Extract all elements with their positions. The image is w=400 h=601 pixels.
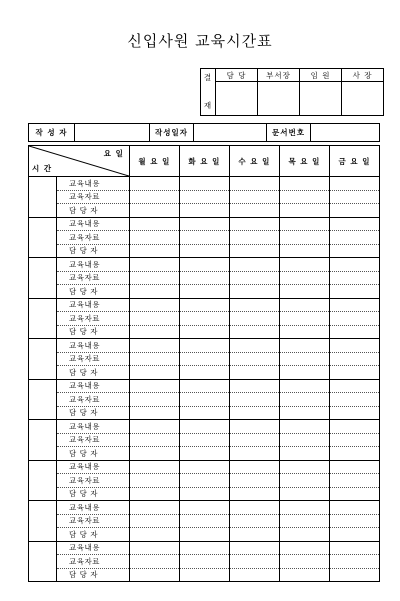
schedule-cell[interactable]	[279, 244, 329, 258]
schedule-cell[interactable]	[329, 568, 379, 582]
schedule-row	[29, 339, 380, 353]
schedule-cell[interactable]	[179, 312, 229, 326]
schedule-cell[interactable]	[129, 568, 179, 582]
schedule-cell[interactable]	[229, 285, 279, 299]
schedule-cell[interactable]	[329, 285, 379, 299]
schedule-cell[interactable]	[129, 541, 179, 555]
row-label: 담 당 자	[57, 447, 130, 461]
schedule-cell[interactable]	[279, 271, 329, 285]
schedule-row	[29, 501, 380, 515]
doc-no-label: 문서번호	[267, 124, 311, 142]
schedule-cell[interactable]	[229, 487, 279, 501]
document-title: 신입사원 교육시간표	[127, 32, 273, 50]
row-label: 교육내용	[57, 460, 130, 474]
author-field[interactable]	[75, 124, 150, 142]
schedule-row	[29, 325, 380, 339]
schedule-cell[interactable]	[179, 258, 229, 272]
schedule-cell[interactable]	[129, 231, 179, 245]
row-label: 교육자료	[57, 352, 130, 366]
schedule-row	[29, 204, 380, 218]
schedule-cell[interactable]	[129, 487, 179, 501]
schedule-cell[interactable]	[179, 447, 229, 461]
schedule-cell[interactable]	[129, 406, 179, 420]
schedule-cell[interactable]	[179, 460, 229, 474]
schedule-cell[interactable]	[279, 258, 329, 272]
day-header: 목 요 일	[279, 146, 329, 177]
row-label: 담 당 자	[57, 487, 130, 501]
schedule-cell[interactable]	[329, 501, 379, 515]
schedule-cell[interactable]	[179, 271, 229, 285]
schedule-row	[29, 541, 380, 555]
schedule-cell[interactable]	[129, 474, 179, 488]
schedule-cell[interactable]	[329, 352, 379, 366]
row-label: 교육자료	[57, 555, 130, 569]
schedule-cell[interactable]	[279, 177, 329, 191]
day-header: 화 요 일	[179, 146, 229, 177]
schedule-cell[interactable]	[179, 190, 229, 204]
schedule-cell[interactable]	[279, 474, 329, 488]
schedule-cell[interactable]	[279, 420, 329, 434]
schedule-row	[29, 379, 380, 393]
schedule-cell[interactable]	[179, 555, 229, 569]
schedule-cell[interactable]	[129, 298, 179, 312]
schedule-cell[interactable]	[229, 406, 279, 420]
schedule-cell[interactable]	[279, 393, 329, 407]
schedule-cell[interactable]	[179, 325, 229, 339]
time-slot-cell[interactable]	[29, 217, 57, 258]
schedule-cell[interactable]	[229, 258, 279, 272]
approval-col-staff: 담 당	[216, 69, 258, 82]
schedule-cell[interactable]	[229, 528, 279, 542]
schedule-cell[interactable]	[279, 528, 329, 542]
schedule-cell[interactable]	[229, 420, 279, 434]
schedule-cell[interactable]	[129, 339, 179, 353]
schedule-row	[29, 420, 380, 434]
schedule-cell[interactable]	[329, 514, 379, 528]
schedule-cell[interactable]	[179, 420, 229, 434]
time-slot-cell[interactable]	[29, 298, 57, 339]
schedule-cell[interactable]	[229, 393, 279, 407]
schedule-row	[29, 298, 380, 312]
schedule-body	[29, 177, 380, 582]
schedule-row	[29, 555, 380, 569]
schedule-cell[interactable]	[129, 501, 179, 515]
schedule-cell[interactable]	[229, 298, 279, 312]
schedule-cell[interactable]	[229, 231, 279, 245]
row-label: 교육자료	[57, 514, 130, 528]
schedule-cell[interactable]	[279, 514, 329, 528]
schedule-cell[interactable]	[179, 298, 229, 312]
row-label: 담 당 자	[57, 204, 130, 218]
row-label: 교육자료	[57, 231, 130, 245]
schedule-cell[interactable]	[179, 514, 229, 528]
schedule-cell[interactable]	[279, 312, 329, 326]
schedule-cell[interactable]	[229, 244, 279, 258]
schedule-cell[interactable]	[179, 487, 229, 501]
schedule-cell[interactable]	[329, 474, 379, 488]
schedule-cell[interactable]	[229, 366, 279, 380]
row-label: 교육자료	[57, 393, 130, 407]
schedule-cell[interactable]	[329, 447, 379, 461]
schedule-cell[interactable]	[329, 298, 379, 312]
schedule-row	[29, 447, 380, 461]
day-header: 수 요 일	[229, 146, 279, 177]
schedule-cell[interactable]	[329, 460, 379, 474]
schedule-row	[29, 406, 380, 420]
schedule-cell[interactable]	[229, 271, 279, 285]
schedule-cell[interactable]	[179, 204, 229, 218]
schedule-cell[interactable]	[329, 231, 379, 245]
schedule-cell[interactable]	[329, 528, 379, 542]
schedule-cell[interactable]	[329, 217, 379, 231]
approval-side-top: 결	[203, 73, 213, 82]
schedule-cell[interactable]	[129, 379, 179, 393]
schedule-cell[interactable]	[129, 325, 179, 339]
schedule-cell[interactable]	[279, 339, 329, 353]
schedule-cell[interactable]	[279, 406, 329, 420]
schedule-cell[interactable]	[279, 460, 329, 474]
schedule-cell[interactable]	[129, 420, 179, 434]
corner-day-label: 요 일	[103, 149, 124, 158]
schedule-cell[interactable]	[279, 190, 329, 204]
schedule-cell[interactable]	[179, 568, 229, 582]
schedule-row	[29, 271, 380, 285]
schedule-cell[interactable]	[179, 528, 229, 542]
schedule-cell[interactable]	[329, 244, 379, 258]
schedule-cell[interactable]	[129, 312, 179, 326]
schedule-cell[interactable]	[129, 393, 179, 407]
schedule-cell[interactable]	[129, 177, 179, 191]
schedule-cell[interactable]	[329, 406, 379, 420]
schedule-cell[interactable]	[129, 528, 179, 542]
schedule-cell[interactable]	[329, 339, 379, 353]
approval-box	[200, 68, 384, 116]
row-label: 교육자료	[57, 474, 130, 488]
schedule-cell[interactable]	[229, 474, 279, 488]
schedule-cell[interactable]	[229, 379, 279, 393]
time-slot-cell[interactable]	[29, 379, 57, 420]
schedule-cell[interactable]	[229, 460, 279, 474]
schedule-row	[29, 285, 380, 299]
schedule-cell[interactable]	[179, 231, 229, 245]
schedule-cell[interactable]	[229, 433, 279, 447]
schedule-cell[interactable]	[279, 231, 329, 245]
schedule-row	[29, 514, 380, 528]
schedule-cell[interactable]	[229, 339, 279, 353]
schedule-cell[interactable]	[229, 217, 279, 231]
row-label: 교육내용	[57, 217, 130, 231]
schedule-cell[interactable]	[179, 366, 229, 380]
schedule-cell[interactable]	[279, 285, 329, 299]
corner-cell	[29, 146, 130, 177]
schedule-cell[interactable]	[279, 217, 329, 231]
schedule-cell[interactable]	[229, 352, 279, 366]
schedule-row	[29, 460, 380, 474]
schedule-row	[29, 258, 380, 272]
schedule-cell[interactable]	[179, 352, 229, 366]
row-label: 교육내용	[57, 177, 130, 191]
approval-sign-staff[interactable]	[216, 82, 258, 116]
approval-side-bottom: 재	[203, 101, 213, 110]
row-label: 교육내용	[57, 258, 130, 272]
schedule-cell[interactable]	[229, 190, 279, 204]
schedule-cell[interactable]	[279, 541, 329, 555]
approval-sign-executive[interactable]	[300, 82, 342, 116]
row-label: 교육자료	[57, 433, 130, 447]
row-label: 담 당 자	[57, 285, 130, 299]
schedule-cell[interactable]	[329, 312, 379, 326]
row-label: 교육자료	[57, 312, 130, 326]
time-slot-cell[interactable]	[29, 339, 57, 380]
schedule-cell[interactable]	[279, 487, 329, 501]
schedule-cell[interactable]	[179, 339, 229, 353]
schedule-cell[interactable]	[329, 258, 379, 272]
schedule-cell[interactable]	[329, 204, 379, 218]
schedule-row	[29, 393, 380, 407]
schedule-cell[interactable]	[279, 501, 329, 515]
time-slot-cell[interactable]	[29, 420, 57, 461]
schedule-cell[interactable]	[279, 555, 329, 569]
schedule-cell[interactable]	[279, 366, 329, 380]
schedule-row	[29, 487, 380, 501]
date-label: 작성일자	[150, 124, 194, 142]
schedule-cell[interactable]	[329, 366, 379, 380]
row-label: 교육자료	[57, 190, 130, 204]
schedule-row	[29, 366, 380, 380]
schedule-cell[interactable]	[179, 501, 229, 515]
schedule-cell[interactable]	[129, 204, 179, 218]
approval-col-president: 사 장	[342, 69, 384, 82]
schedule-row	[29, 433, 380, 447]
schedule-cell[interactable]	[179, 474, 229, 488]
row-label: 교육내용	[57, 298, 130, 312]
schedule-cell[interactable]	[129, 366, 179, 380]
schedule-cell[interactable]	[129, 447, 179, 461]
time-slot-cell[interactable]	[29, 501, 57, 542]
row-label: 담 당 자	[57, 325, 130, 339]
schedule-cell[interactable]	[129, 258, 179, 272]
info-row	[28, 123, 380, 142]
schedule-cell[interactable]	[279, 379, 329, 393]
row-label: 교육내용	[57, 420, 130, 434]
schedule-cell[interactable]	[179, 244, 229, 258]
approval-sign-president[interactable]	[342, 82, 384, 116]
row-label: 담 당 자	[57, 244, 130, 258]
row-label: 담 당 자	[57, 568, 130, 582]
schedule-cell[interactable]	[129, 244, 179, 258]
schedule-cell[interactable]	[279, 204, 329, 218]
schedule-cell[interactable]	[129, 285, 179, 299]
row-label: 교육내용	[57, 379, 130, 393]
corner-time-label: 시 간	[32, 164, 53, 173]
schedule-cell[interactable]	[229, 177, 279, 191]
day-header: 월 요 일	[129, 146, 179, 177]
schedule-cell[interactable]	[129, 271, 179, 285]
schedule-row	[29, 528, 380, 542]
row-label: 담 당 자	[57, 528, 130, 542]
schedule-cell[interactable]	[279, 433, 329, 447]
approval-sign-dept-head[interactable]	[258, 82, 300, 116]
schedule-cell[interactable]	[179, 393, 229, 407]
schedule-row	[29, 217, 380, 231]
schedule-cell[interactable]	[179, 541, 229, 555]
schedule-cell[interactable]	[179, 177, 229, 191]
schedule-cell[interactable]	[279, 298, 329, 312]
time-slot-cell[interactable]	[29, 258, 57, 299]
time-slot-cell[interactable]	[29, 541, 57, 582]
schedule-row	[29, 352, 380, 366]
schedule-cell[interactable]	[229, 204, 279, 218]
schedule-row	[29, 231, 380, 245]
time-slot-cell[interactable]	[29, 460, 57, 501]
schedule-row	[29, 568, 380, 582]
schedule-row	[29, 312, 380, 326]
schedule-cell[interactable]	[279, 568, 329, 582]
time-slot-cell[interactable]	[29, 177, 57, 218]
schedule-cell[interactable]	[329, 325, 379, 339]
schedule-cell[interactable]	[229, 447, 279, 461]
schedule-cell[interactable]	[129, 217, 179, 231]
schedule-cell[interactable]	[229, 514, 279, 528]
approval-col-dept-head: 부서장	[258, 69, 300, 82]
schedule-cell[interactable]	[279, 352, 329, 366]
schedule-cell[interactable]	[129, 460, 179, 474]
schedule-cell[interactable]	[279, 325, 329, 339]
row-label: 교육내용	[57, 339, 130, 353]
schedule-cell[interactable]	[229, 555, 279, 569]
schedule-row	[29, 244, 380, 258]
schedule-cell[interactable]	[229, 312, 279, 326]
day-header: 금 요 일	[329, 146, 379, 177]
schedule-cell[interactable]	[329, 190, 379, 204]
schedule-cell[interactable]	[329, 487, 379, 501]
schedule-cell[interactable]	[279, 447, 329, 461]
schedule-cell[interactable]	[229, 325, 279, 339]
schedule-cell[interactable]	[129, 190, 179, 204]
schedule-row	[29, 190, 380, 204]
schedule-cell[interactable]	[329, 393, 379, 407]
schedule-cell[interactable]	[129, 352, 179, 366]
schedule-cell[interactable]	[229, 501, 279, 515]
schedule-cell[interactable]	[329, 541, 379, 555]
schedule-cell[interactable]	[329, 271, 379, 285]
schedule-cell[interactable]	[129, 433, 179, 447]
row-label: 교육자료	[57, 271, 130, 285]
row-label: 교육내용	[57, 501, 130, 515]
schedule-cell[interactable]	[179, 406, 229, 420]
schedule-cell[interactable]	[329, 420, 379, 434]
schedule-cell[interactable]	[179, 433, 229, 447]
schedule-row	[29, 474, 380, 488]
schedule-cell[interactable]	[129, 555, 179, 569]
approval-side-label	[201, 69, 216, 116]
schedule-cell[interactable]	[329, 177, 379, 191]
schedule-cell[interactable]	[329, 433, 379, 447]
schedule-table	[28, 145, 380, 582]
date-field[interactable]	[194, 124, 267, 142]
row-label: 교육내용	[57, 541, 130, 555]
schedule-cell[interactable]	[229, 541, 279, 555]
doc-no-field[interactable]	[311, 124, 380, 142]
schedule-row	[29, 177, 380, 191]
row-label: 담 당 자	[57, 406, 130, 420]
schedule-cell[interactable]	[129, 514, 179, 528]
schedule-cell[interactable]	[179, 379, 229, 393]
schedule-cell[interactable]	[329, 555, 379, 569]
author-label: 작 성 자	[29, 124, 75, 142]
schedule-cell[interactable]	[329, 379, 379, 393]
approval-col-executive: 임 원	[300, 69, 342, 82]
row-label: 담 당 자	[57, 366, 130, 380]
schedule-cell[interactable]	[229, 568, 279, 582]
schedule-cell[interactable]	[179, 217, 229, 231]
schedule-cell[interactable]	[179, 285, 229, 299]
